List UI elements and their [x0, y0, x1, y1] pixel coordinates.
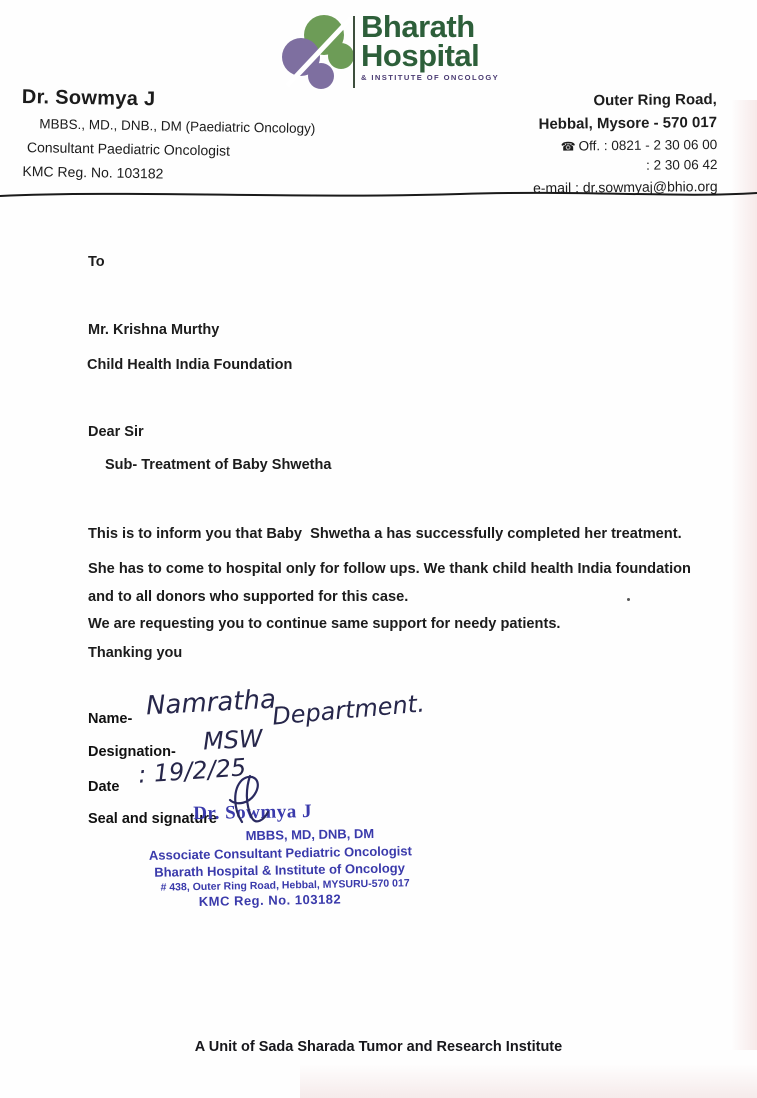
stamp-qualifications: MBBS, MD, DNB, DM: [245, 825, 375, 844]
hospital-contact-block: [532, 88, 718, 200]
stamp-registration: KMC Reg. No. 103182: [198, 891, 342, 909]
doctor-letterhead-block: [20, 86, 316, 184]
logo-name-line1: Bharath: [361, 9, 475, 44]
logo-tagline: & INSTITUTE OF ONCOLOGY: [361, 72, 500, 82]
phone-office-number: Off. : 0821 - 2 30 06 00: [578, 136, 718, 153]
paragraph-1: This is to inform you that Baby Shwetha a has successfully completed her treatment.: [88, 526, 682, 542]
doctor-qualifications: MBBS., MD., DNB., DM (Paediatric Oncology): [39, 116, 316, 137]
butterfly-logo-icon: [281, 12, 355, 90]
doctor-rubber-stamp: [140, 794, 482, 922]
recipient-organization: Child Health India Foundation: [87, 357, 293, 373]
seal-signature-label: Seal and signature: [88, 811, 217, 827]
doctor-registration: KMC Reg. No. 103182: [22, 163, 164, 182]
scan-edge-artifact: [300, 1064, 757, 1098]
stamp-doctor-name: Dr. Sowmya J: [193, 801, 313, 825]
phone-icon: ☎: [560, 138, 577, 154]
handwritten-designation: MSW: [202, 724, 264, 756]
stamp-title: Associate Consultant Pediatric Oncologist: [148, 843, 413, 863]
subject-line: Sub- Treatment of Baby Shwetha: [105, 457, 332, 473]
address-line-1: Outer Ring Road,: [593, 90, 718, 110]
doctor-title: Consultant Paediatric Oncologist: [26, 139, 231, 159]
scan-speck: [627, 598, 630, 601]
designation-field-label: Designation-: [88, 744, 176, 760]
logo-divider: [353, 16, 355, 88]
email-address: e-mail : dr.sowmyaj@bhio.org: [533, 178, 719, 197]
doctor-name: Dr. Sowmya J: [21, 86, 156, 111]
date-field-label: Date: [88, 779, 120, 795]
salutation: Dear Sir: [88, 424, 144, 440]
handwritten-signature: [212, 770, 292, 830]
recipient-name: Mr. Krishna Murthy: [88, 322, 220, 338]
logo-text: [361, 9, 500, 82]
footer-unit-line: A Unit of Sada Sharada Tumor and Research Institute: [194, 1039, 563, 1055]
handwritten-name: Namratha: [145, 684, 277, 722]
paragraph-3: We are requesting you to continue same support for needy patients.: [88, 616, 561, 632]
phone-line-2: : 2 30 06 42: [646, 157, 718, 174]
hospital-logo: [281, 9, 500, 90]
name-field-label: Name-: [88, 711, 133, 727]
logo-name-line2: Hospital: [361, 38, 480, 74]
address-line-2: Hebbal, Mysore - 570 017: [538, 114, 718, 134]
scan-edge-artifact: [731, 100, 757, 1050]
phone-line-1: [533, 134, 718, 157]
stamp-address: # 438, Outer Ring Road, Hebbal, MYSURU-570 017: [160, 877, 410, 894]
to-label: To: [88, 254, 105, 270]
paragraph-2: She has to come to hospital only for follow ups. We thank child health India foundation and to all donors who supported for this case.: [88, 561, 696, 605]
header-divider-line: [0, 186, 757, 202]
stamp-hospital: Bharath Hospital & Institute of Oncology: [154, 860, 405, 880]
closing-line: Thanking you: [88, 645, 183, 661]
handwritten-department: Department.: [271, 689, 426, 731]
handwritten-date: : 19/2/25: [137, 753, 248, 789]
